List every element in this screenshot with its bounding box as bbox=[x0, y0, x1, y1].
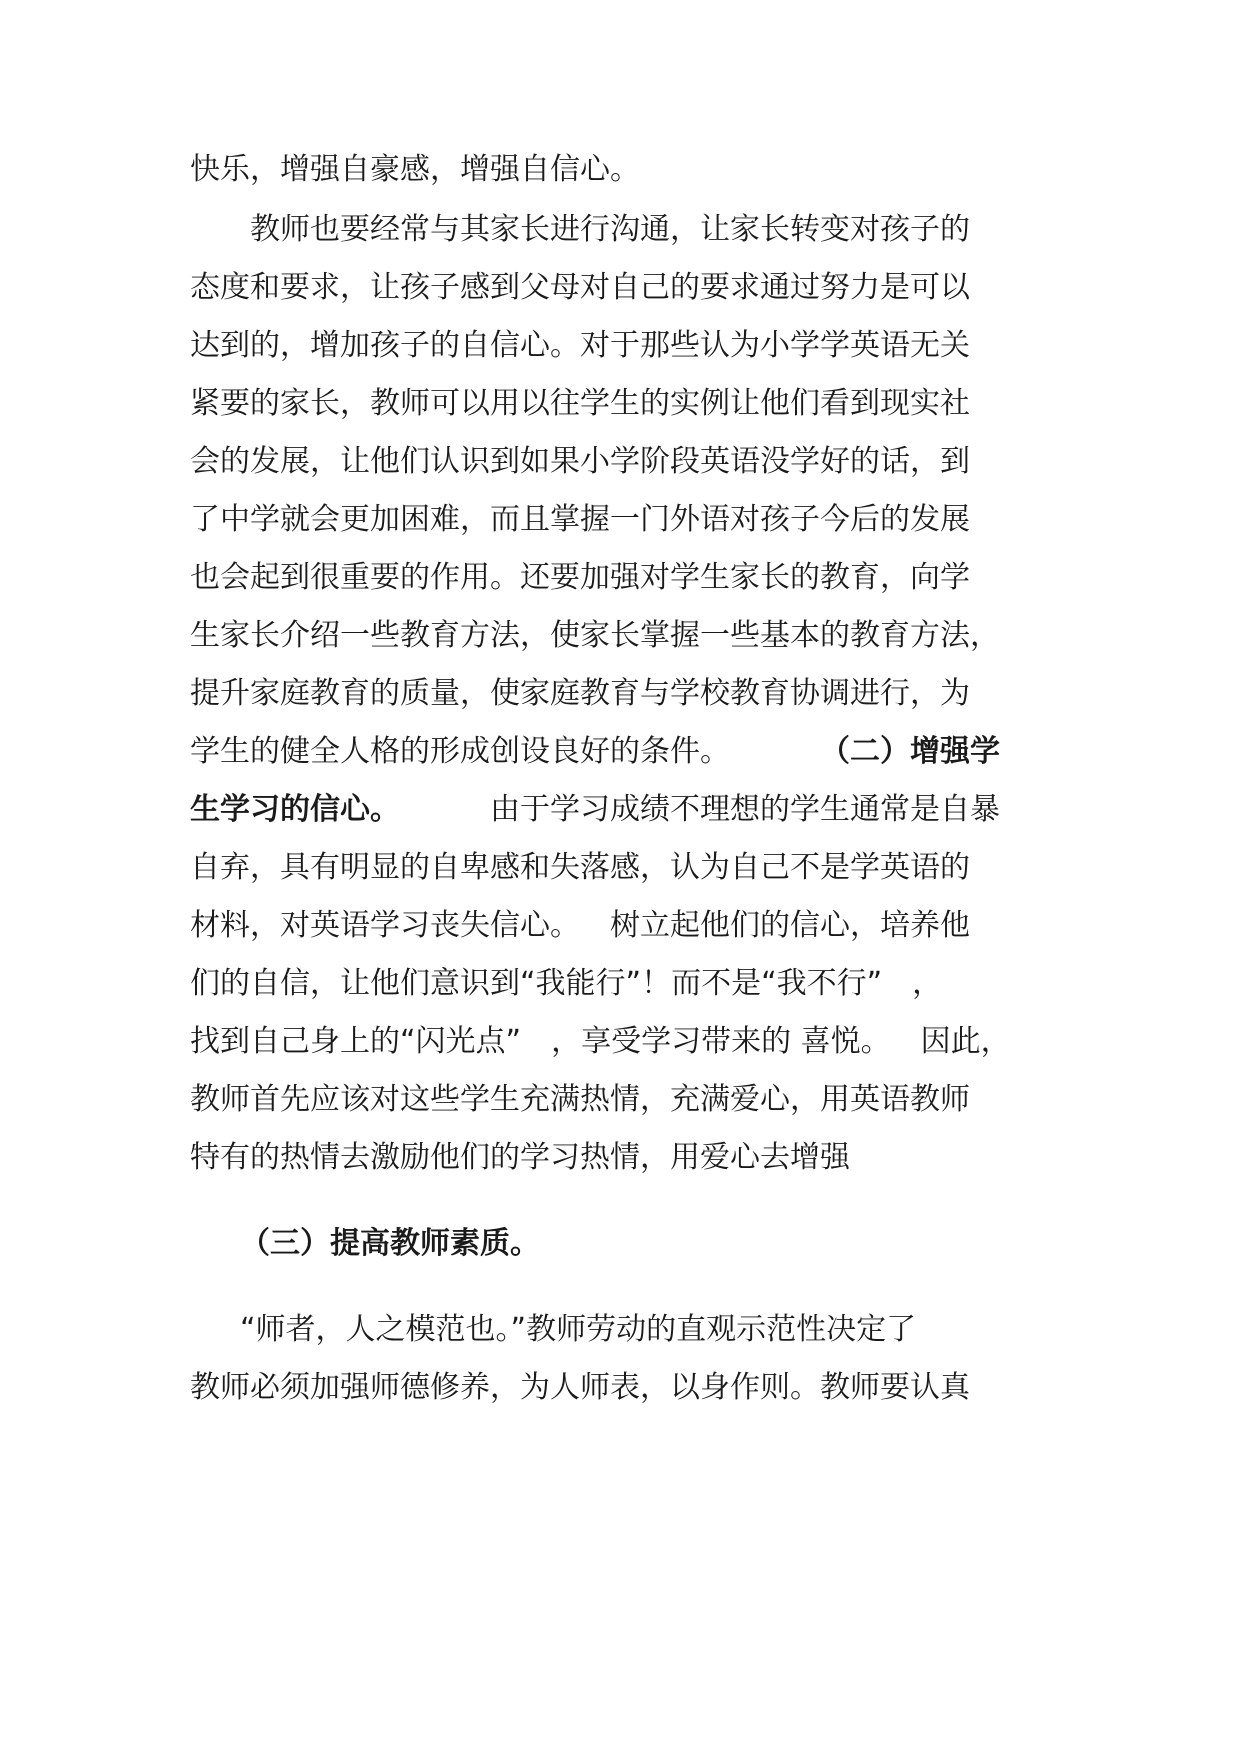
paragraph-line bbox=[190, 1022, 1011, 1062]
paragraph-line: 教师也要经常与其家长进行沟通，让家长转变对孩子的 bbox=[250, 212, 970, 247]
paragraph-text: 学生的健全人格的形成创设良好的条件。 bbox=[190, 734, 730, 769]
paragraph-text: 找到自己身上的“闪光点” bbox=[190, 1024, 522, 1059]
paragraph-text: 们的自信，让他们意识到“我能行”！而不是“我不行” bbox=[190, 966, 883, 1001]
paragraph-line bbox=[190, 906, 970, 946]
section-heading-3: （三）提高教师素质。 bbox=[240, 1226, 540, 1261]
paragraph-line: 教师首先应该对这些学生充满热情，充满爱心，用英语教师 bbox=[190, 1082, 970, 1117]
paragraph-line: 生家长介绍一些教育方法，使家长掌握一些基本的教育方法， bbox=[190, 618, 1000, 653]
paragraph-line: 达到的，增加孩子的自信心。对于那些认为小学学英语无关 bbox=[190, 328, 970, 363]
paragraph-line bbox=[190, 790, 1000, 830]
paragraph-line: 特有的热情去激励他们的学习热情，用爱心去增强 bbox=[190, 1140, 850, 1175]
paragraph-line: “师者，人之模范也。”教师劳动的直观示范性决定了 bbox=[240, 1312, 917, 1347]
paragraph-line: 态度和要求，让孩子感到父母对自己的要求通过努力是可以 bbox=[190, 270, 970, 305]
paragraph-line bbox=[190, 732, 1000, 772]
paragraph-line: 也会起到很重要的作用。还要加强对学生家长的教育，向学 bbox=[190, 560, 970, 595]
paragraph-text: 由于学习成绩不理想的学生通常是自暴 bbox=[490, 792, 1000, 827]
paragraph-line: 教师必须加强师德修养，为人师表，以身作则。教师要认真 bbox=[190, 1370, 970, 1405]
paragraph-text: ，享受学习带来的 喜悦。 bbox=[551, 1024, 891, 1059]
paragraph-text: 树立起他们的信心，培养他 bbox=[610, 908, 970, 943]
paragraph-text: 材料，对英语学习丧失信心。 bbox=[190, 908, 580, 943]
paragraph-line: 快乐，增强自豪感，增强自信心。 bbox=[190, 152, 640, 187]
section-heading-2: （二）增强学 bbox=[820, 734, 1000, 769]
paragraph-line: 自弃，具有明显的自卑感和失落感，认为自己不是学英语的 bbox=[190, 850, 970, 885]
paragraph-text: ， bbox=[912, 966, 943, 1001]
section-heading-2-continued: 生学习的信心。 bbox=[190, 792, 400, 827]
paragraph-line: 了中学就会更加困难，而且掌握一门外语对孩子今后的发展 bbox=[190, 502, 970, 537]
paragraph-line: 会的发展，让他们认识到如果小学阶段英语没学好的话，到 bbox=[190, 444, 970, 479]
paragraph-text: 因此， bbox=[920, 1024, 1011, 1059]
paragraph-line bbox=[190, 964, 942, 1004]
paragraph-line: 提升家庭教育的质量，使家庭教育与学校教育协调进行，为 bbox=[190, 676, 970, 711]
paragraph-line: 紧要的家长，教师可以用以往学生的实例让他们看到现实社 bbox=[190, 386, 970, 421]
